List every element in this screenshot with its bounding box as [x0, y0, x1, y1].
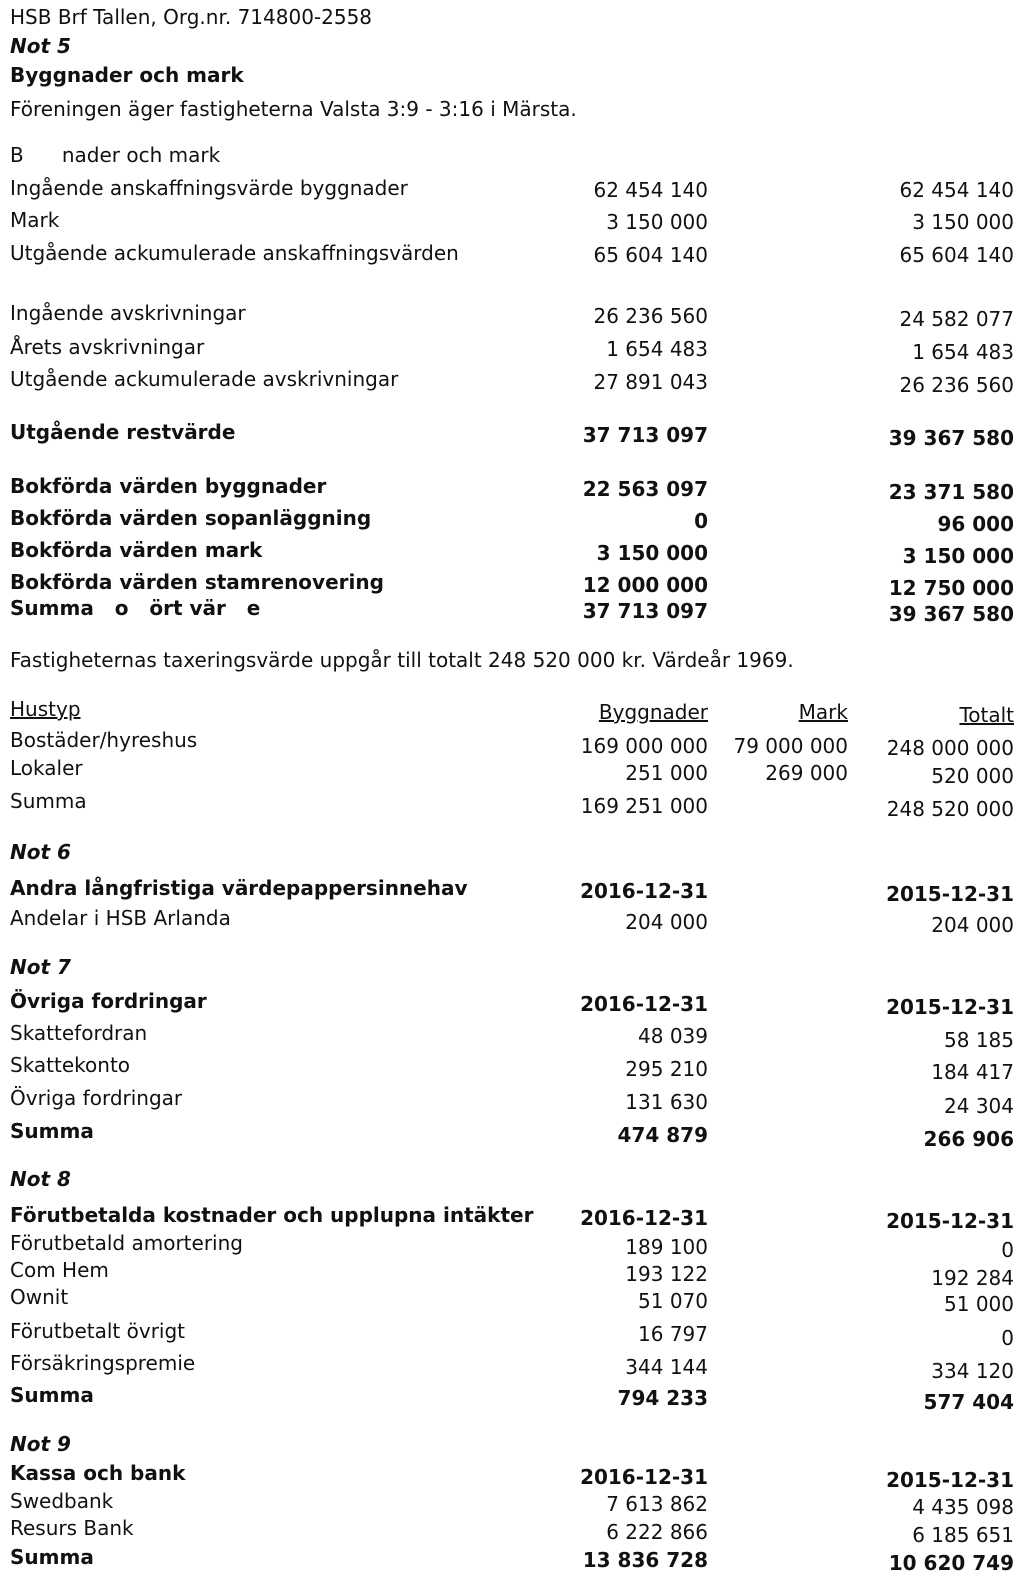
value-2015: 192 284: [931, 1266, 1014, 1290]
tax-header-land: Mark: [798, 700, 848, 724]
value-2016: 48 039: [638, 1024, 708, 1048]
note7-date-2016: 2016-12-31: [580, 992, 708, 1016]
value-2016: 193 122: [625, 1262, 708, 1286]
row-label: Ownit: [10, 1285, 69, 1309]
value-2016: 794 233: [617, 1386, 708, 1410]
row-label: Ingående avskrivningar: [10, 301, 246, 325]
row-label: Skattefordran: [10, 1021, 148, 1045]
note8-title: Förutbetalda kostnader och upplupna intäkter: [10, 1203, 534, 1227]
note8-date-2015: 2015-12-31: [886, 1209, 1014, 1233]
tax-header-buildings: Byggnader: [598, 700, 708, 724]
value-2016: 65 604 140: [593, 243, 708, 267]
value-2016: 204 000: [625, 910, 708, 934]
row-label: Bokförda värden mark: [10, 538, 263, 562]
value-2016: 27 891 043: [593, 370, 708, 394]
value-2016: 1 654 483: [606, 337, 708, 361]
row-label: Summa: [10, 1545, 94, 1569]
note8-label: Not 8: [10, 1167, 71, 1191]
value-2015: 204 000: [931, 913, 1014, 937]
row-label: Ingående anskaffningsvärde byggnader: [10, 176, 408, 200]
note9-label: Not 9: [10, 1432, 71, 1456]
tax-header-total: Totalt: [959, 703, 1014, 727]
value-2015: 58 185: [944, 1028, 1014, 1052]
value-2016: 62 454 140: [593, 178, 708, 202]
value-2015: 0: [1001, 1326, 1014, 1350]
note7-title: Övriga fordringar: [10, 989, 207, 1013]
value-2015: 26 236 560: [899, 373, 1014, 397]
row-label: Summa: [10, 1383, 94, 1407]
tax-value-buildings: 251 000: [625, 761, 708, 785]
value-2015: 24 582 077: [899, 307, 1014, 331]
value-2016: 295 210: [625, 1057, 708, 1081]
value-2015: 39 367 580: [888, 426, 1014, 450]
value-2016: 189 100: [625, 1235, 708, 1259]
value-2015: 184 417: [931, 1060, 1014, 1084]
value-2016: 51 070: [638, 1289, 708, 1313]
value-2015: 10 620 749: [888, 1551, 1014, 1575]
value-2015: 6 185 651: [912, 1523, 1014, 1547]
note9-date-2016: 2016-12-31: [580, 1465, 708, 1489]
note7-label: Not 7: [10, 955, 71, 979]
row-label: Bokförda värden sopanläggning: [10, 506, 372, 530]
tax-row-label: Summa: [10, 789, 87, 813]
value-2015: 3 150 000: [912, 210, 1014, 234]
value-2016: 0: [694, 509, 708, 533]
value-2016: 12 000 000: [582, 573, 708, 597]
value-2016: 26 236 560: [593, 304, 708, 328]
row-label: Förutbetald amortering: [10, 1231, 243, 1255]
tax-value-land: 269 000: [765, 761, 848, 785]
note6-date-2015: 2015-12-31: [886, 882, 1014, 906]
value-2015: 334 120: [931, 1359, 1014, 1383]
value-2015: 96 000: [937, 512, 1014, 536]
tax-header-type: Hustyp: [10, 697, 81, 721]
value-2016: 3 150 000: [606, 210, 708, 234]
value-2015: 24 304: [944, 1094, 1014, 1118]
value-2016: 37 713 097: [582, 423, 708, 447]
row-label: Mark: [10, 208, 60, 232]
row-label: Bokförda värden byggnader: [10, 474, 327, 498]
row-label: Övriga fordringar: [10, 1086, 183, 1110]
row-label: Förutbetalt övrigt: [10, 1319, 186, 1343]
note6-label: Not 6: [10, 840, 71, 864]
value-2016: 7 613 862: [606, 1492, 708, 1516]
document-header: HSB Brf Tallen, Org.nr. 714800-2558: [10, 5, 373, 29]
value-2016: 13 836 728: [582, 1548, 708, 1572]
value-2016: 37 713 097: [582, 599, 708, 623]
tax-value-total: 248 000 000: [886, 736, 1014, 760]
note5-intro: Föreningen äger fastigheterna Valsta 3:9 - 3:16 i Märsta.: [10, 97, 577, 121]
value-2016: 3 150 000: [596, 541, 708, 565]
tax-value-land: 79 000 000: [733, 734, 848, 758]
value-2015: 1 654 483: [912, 340, 1014, 364]
tax-value-total: 520 000: [931, 764, 1014, 788]
row-label: Skattekonto: [10, 1053, 131, 1077]
tax-value-total: 248 520 000: [886, 797, 1014, 821]
row-label: Utgående restvärde: [10, 420, 236, 444]
value-2015: 62 454 140: [899, 178, 1014, 202]
value-2016: 131 630: [625, 1090, 708, 1114]
note6-title: Andra långfristiga värdepappersinnehav: [10, 876, 468, 900]
value-2015: 23 371 580: [888, 480, 1014, 504]
value-2015: 577 404: [923, 1390, 1014, 1414]
note9-date-2015: 2015-12-31: [886, 1468, 1014, 1492]
value-2015: 266 906: [923, 1127, 1014, 1151]
value-2015: 4 435 098: [912, 1495, 1014, 1519]
note5-section-heading: B nader och mark: [10, 143, 221, 167]
row-label: Resurs Bank: [10, 1516, 134, 1540]
row-label: Bokförda värden stamrenovering: [10, 570, 384, 594]
note5-title: Byggnader och mark: [10, 63, 244, 87]
value-2015: 12 750 000: [888, 576, 1014, 600]
value-2015: 3 150 000: [902, 544, 1014, 568]
note9-title: Kassa och bank: [10, 1461, 186, 1485]
note8-date-2016: 2016-12-31: [580, 1206, 708, 1230]
value-2016: 22 563 097: [582, 477, 708, 501]
value-2016: 344 144: [625, 1355, 708, 1379]
tax-row-label: Lokaler: [10, 756, 83, 780]
row-label: Swedbank: [10, 1489, 114, 1513]
value-2016: 6 222 866: [606, 1520, 708, 1544]
value-2016: 474 879: [617, 1123, 708, 1147]
value-2015: 0: [1001, 1238, 1014, 1262]
note6-date-2016: 2016-12-31: [580, 879, 708, 903]
note5-label: Not 5: [10, 34, 71, 58]
tax-row-label: Bostäder/hyreshus: [10, 728, 198, 752]
value-2015: 51 000: [944, 1292, 1014, 1316]
value-2016: 16 797: [638, 1322, 708, 1346]
value-2015: 65 604 140: [899, 243, 1014, 267]
taxation-text: Fastigheternas taxeringsvärde uppgår till totalt 248 520 000 kr. Värdeår 1969.: [10, 648, 794, 672]
row-label: Försäkringspremie: [10, 1351, 196, 1375]
tax-value-buildings: 169 251 000: [580, 794, 708, 818]
tax-value-buildings: 169 000 000: [580, 734, 708, 758]
row-label: Andelar i HSB Arlanda: [10, 906, 231, 930]
row-label: Com Hem: [10, 1258, 109, 1282]
note7-date-2015: 2015-12-31: [886, 995, 1014, 1019]
row-label: Årets avskrivningar: [10, 335, 205, 359]
value-2015: 39 367 580: [888, 602, 1014, 626]
row-label: Utgående ackumulerade anskaffningsvärden: [10, 241, 459, 265]
row-label: Summa o ört vär e: [10, 596, 261, 620]
row-label: Utgående ackumulerade avskrivningar: [10, 367, 399, 391]
row-label: Summa: [10, 1119, 94, 1143]
